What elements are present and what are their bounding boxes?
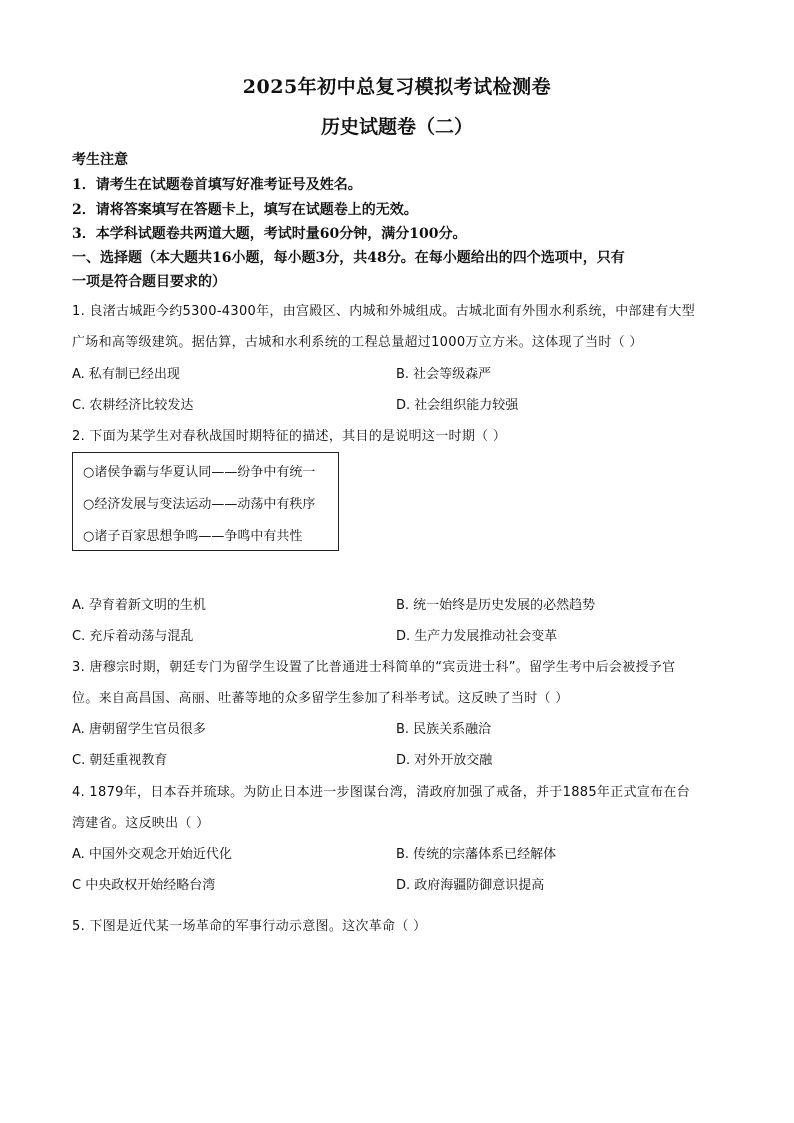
- question-1-text: 广场和高等级建筑。据估算，古城和水利系统的工程总量超过1000万立方米。这体现了当时（ ）: [72, 335, 643, 350]
- q2-option-c: C. 充斥着动荡与混乱: [72, 629, 194, 644]
- q2-option-a: A. 孕育着新文明的生机: [72, 598, 206, 613]
- q3-option-d: D. 对外开放交融: [396, 753, 493, 768]
- question-5-text: 5. 下图是近代某一场革命的军事行动示意图。这次革命（ ）: [72, 919, 427, 934]
- q4-option-a: A. 中国外交观念开始近代化: [72, 847, 232, 862]
- q1-option-b: B. 社会等级森严: [396, 367, 492, 382]
- exam-title: 2025年初中总复习模拟考试检测卷: [242, 76, 552, 98]
- q2-box-item: ○诸子百家思想争鸣——争鸣中有共性: [83, 529, 303, 544]
- note-item: 1．请考生在试题卷首填写好准考证号及姓名。: [72, 177, 362, 193]
- q2-material-box: [72, 452, 339, 551]
- q3-option-a: A. 唐朝留学生官员很多: [72, 722, 206, 737]
- q2-option-b: B. 统一始终是历史发展的必然趋势: [396, 598, 596, 613]
- q1-option-a: A. 私有制已经出现: [72, 367, 180, 382]
- q3-option-b: B. 民族关系融洽: [396, 722, 492, 737]
- q2-option-d: D. 生产力发展推动社会变革: [396, 629, 558, 644]
- q4-option-c: C 中央政权开始经略台湾: [72, 878, 216, 893]
- q4-option-d: D. 政府海疆防御意识提高: [396, 878, 545, 893]
- question-4-text: 4. 1879年，日本吞并琉球。为防止日本进一步图谋台湾，清政府加强了戒备，并于1885年正式宣布在台: [72, 785, 691, 800]
- question-1-text: 1. 良渚古城距今约5300-4300年，由宫殿区、内城和外城组成。古城北面有外围水利系统，中部建有大型: [72, 304, 695, 319]
- q2-box-item: ○诸侯争霸与华夏认同——纷争中有统一: [83, 465, 316, 480]
- q3-option-c: C. 朝廷重视教育: [72, 753, 168, 768]
- notes-heading: 考生注意: [72, 152, 128, 168]
- q2-box-item: ○经济发展与变法运动——动荡中有秩序: [83, 497, 316, 512]
- q1-option-d: D. 社会组织能力较强: [396, 398, 519, 413]
- question-3-text: 位。来自高昌国、高丽、吐蕃等地的众多留学生参加了科举考试。这反映了当时（ ）: [72, 691, 569, 706]
- note-item: 3．本学科试题卷共两道大题，考试时量60分钟，满分100分。: [72, 226, 467, 242]
- q1-option-c: C. 农耕经济比较发达: [72, 398, 194, 413]
- question-2-text: 2. 下面为某学生对春秋战国时期特征的描述，其目的是说明这一时期（ ）: [72, 429, 507, 444]
- note-item: 2．请将答案填写在答题卡上，填写在试题卷上的无效。: [72, 202, 418, 218]
- q4-option-b: B. 传统的宗藩体系已经解体: [396, 847, 557, 862]
- question-3-text: 3. 唐穆宗时期，朝廷专门为留学生设置了比普通进士科简单的“宾贡进士科”。留学生考中后会被授予官: [72, 660, 676, 675]
- section-heading-cont: 一项是符合题目要求的）: [72, 274, 226, 290]
- question-4-text: 湾建省。这反映出（ ）: [72, 816, 210, 831]
- exam-subtitle: 历史试题卷（二）: [320, 116, 473, 138]
- section-heading: 一、选择题（本大题共16小题，每小题3分，共48分。在每小题给出的四个选项中，只有: [72, 250, 625, 266]
